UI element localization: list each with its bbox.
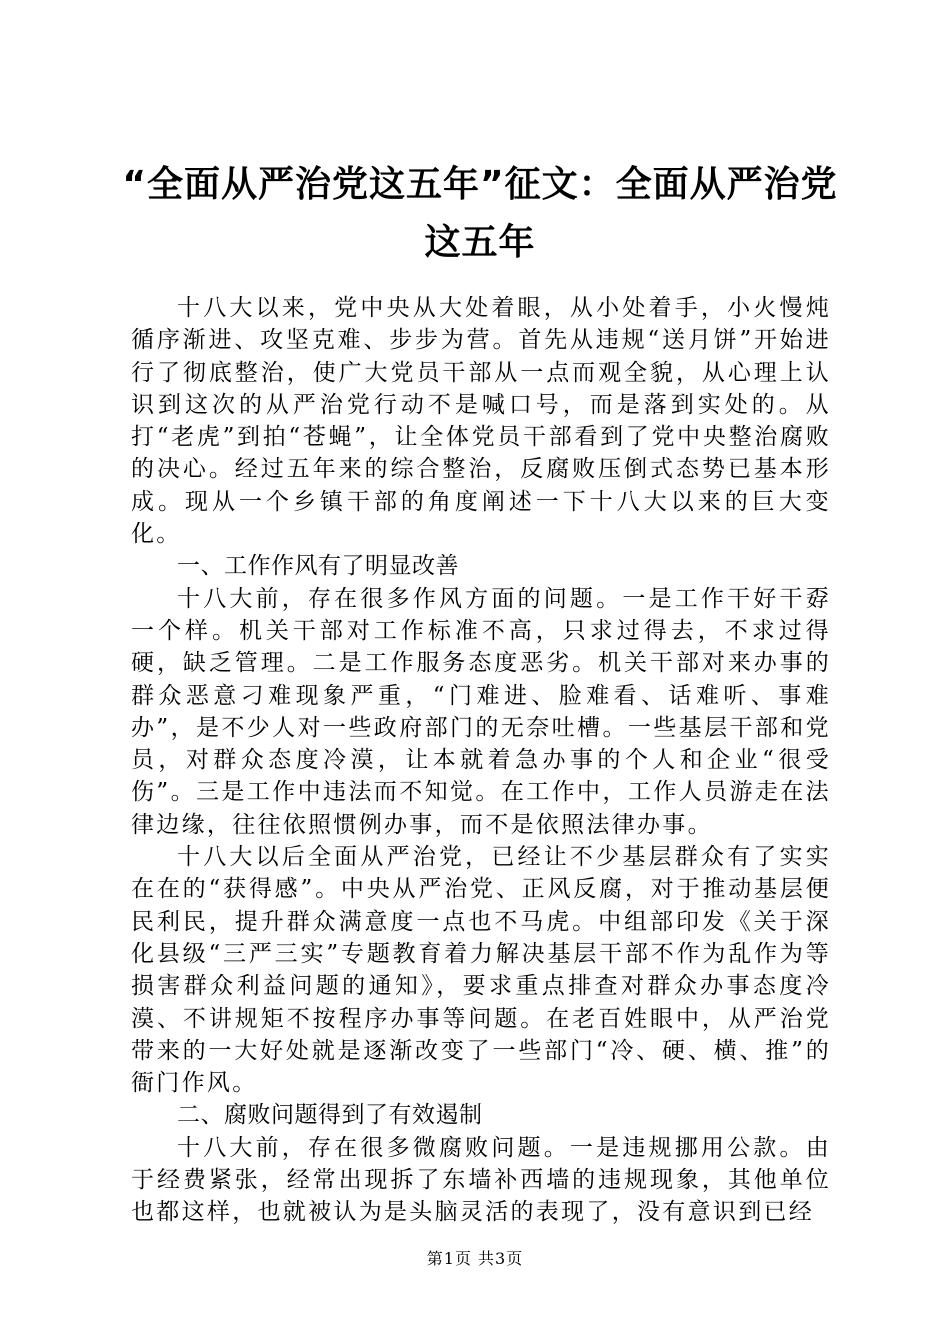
- section-heading-1: 一、工作作风有了明显改善: [177, 553, 459, 580]
- section-heading-2: 二、腐败问题得到了有效遏制: [177, 1102, 483, 1129]
- paragraph-intro: 十八大以来，党中央从大处着眼，从小处着手，小火慢炖循序渐进、攻坚克难、步步为营。首先从违规“送月饼”开始进行了彻底整治，使广大党员干部从一点而观全貌，从心理上认识到这次的从严治党行动不是喊口号，而是落到实处的。从打“老虎”到拍“苍蝇”，让全体党员干部看到了党中央整治腐败的决心。经过五年来的综合整治，反腐败压倒式态势已基本形成。现从一个乡镇干部的角度阐述一下十八大以来的巨大变化。: [131, 295, 831, 548]
- page-footer: 第1页 共3页: [426, 1249, 524, 1268]
- paragraph-section1-after: 十八大以后全面从严治党，已经让不少基层群众有了实实在在的“获得感”。中央从严治党、正风反腐，对于推动基层便民利民，提升群众满意度一点也不马虎。中组部印发《关于深化县级“三严三实”专题教育着力解决基层干部不作为乱作为等损害群众利益问题的通知》，要求重点排查对群众办事态度冷漠、不讲规矩不按程序办事等问题。在老百姓眼中，从严治党带来的一大好处就是逐渐改变了一些部门“冷、硬、横、推”的衙门作风。: [131, 844, 831, 1097]
- paragraph-section1-before: 十八大前，存在很多作风方面的问题。一是工作干好干孬一个样。机关干部对工作标准不高，只求过得去，不求过得硬，缺乏管理。二是工作服务态度恶劣。机关干部对来办事的群众恶意刁难现象严重，“门难进、脸难看、话难听、事难办”，是不少人对一些政府部门的无奈吐槽。一些基层干部和党员，对群众态度冷漠，让本就着急办事的个人和企业“很受伤”。三是工作中违法而不知觉。在工作中，工作人员游走在法律边缘，往往依照惯例办事，而不是依照法律办事。: [131, 585, 831, 838]
- paragraph-section2-before: 十八大前，存在很多微腐败问题。一是违规挪用公款。由于经费紧张，经常出现拆了东墙补西墙的违规现象，其他单位也都这样，也就被认为是头脑灵活的表现了，没有意识到已经: [131, 1134, 831, 1226]
- document-body: [131, 292, 831, 1229]
- document-title: “全面从严治党这五年”征文：全面从严治党这五年: [122, 164, 838, 263]
